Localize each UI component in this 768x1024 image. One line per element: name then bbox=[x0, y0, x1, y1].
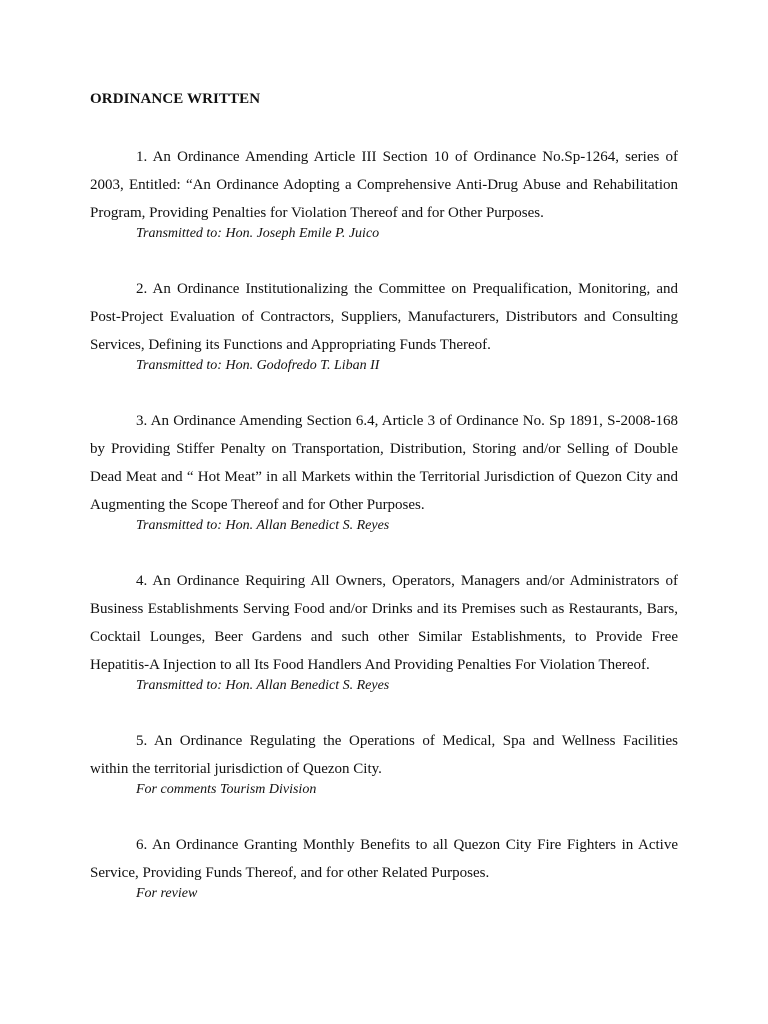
page-title: ORDINANCE WRITTEN bbox=[90, 91, 261, 107]
ordinance-text: 1. An Ordinance Amending Article III Section 10 of Ordinance No.Sp-1264, series of 2003, Entitled: “An Ordinance Adopting a Comprehensive Anti-Drug Abuse and Rehabilitation Program, Providing Penalties for Violation Thereof and for Other Purposes. bbox=[90, 149, 678, 221]
ordinance-note: For review bbox=[136, 886, 198, 901]
ordinance-note: Transmitted to: Hon. Joseph Emile P. Juico bbox=[136, 226, 380, 241]
ordinance-text: 5. An Ordinance Regulating the Operations of Medical, Spa and Wellness Facilities within the territorial jurisdiction of Quezon City. bbox=[90, 733, 678, 777]
ordinance-text: 3. An Ordinance Amending Section 6.4, Article 3 of Ordinance No. Sp 1891, S-2008-168 by Providing Stiffer Penalty on Transportation, Distribution, Storing and/or Selling of Double Dead Meat and “ Hot Meat” in all Markets within the Territorial Jurisdiction of Quezon City and Augmenting the Scope Thereof and for Other Purposes. bbox=[90, 413, 678, 513]
ordinance-item-2 bbox=[90, 275, 678, 379]
ordinance-note: Transmitted to: Hon. Allan Benedict S. Reyes bbox=[136, 678, 390, 693]
ordinance-item-6 bbox=[90, 831, 678, 907]
ordinance-item-3 bbox=[90, 407, 678, 539]
ordinance-note: Transmitted to: Hon. Godofredo T. Liban II bbox=[136, 358, 380, 373]
ordinance-text: 6. An Ordinance Granting Monthly Benefits to all Quezon City Fire Fighters in Active Service, Providing Funds Thereof, and for other Related Purposes. bbox=[90, 837, 678, 881]
ordinance-note: For comments Tourism Division bbox=[136, 782, 317, 797]
ordinance-note: Transmitted to: Hon. Allan Benedict S. Reyes bbox=[136, 518, 390, 533]
ordinance-item-1 bbox=[90, 143, 678, 247]
ordinance-text: 2. An Ordinance Institutionalizing the Committee on Prequalification, Monitoring, and Post-Project Evaluation of Contractors, Suppliers, Manufacturers, Distributors and Consulting Services, Defining its Functions and Appropriating Funds Thereof. bbox=[90, 281, 678, 353]
ordinance-item-4 bbox=[90, 567, 678, 699]
ordinance-text: 4. An Ordinance Requiring All Owners, Operators, Managers and/or Administrators of Business Establishments Serving Food and/or Drinks and its Premises such as Restaurants, Bars, Cocktail Lounges, Beer Gardens and such other Similar Establishments, to Provide Free Hepatitis-A Injection to all Its Food Handlers And Providing Penalties For Violation Thereof. bbox=[90, 573, 678, 673]
document-page bbox=[90, 89, 678, 935]
ordinance-item-5 bbox=[90, 727, 678, 803]
